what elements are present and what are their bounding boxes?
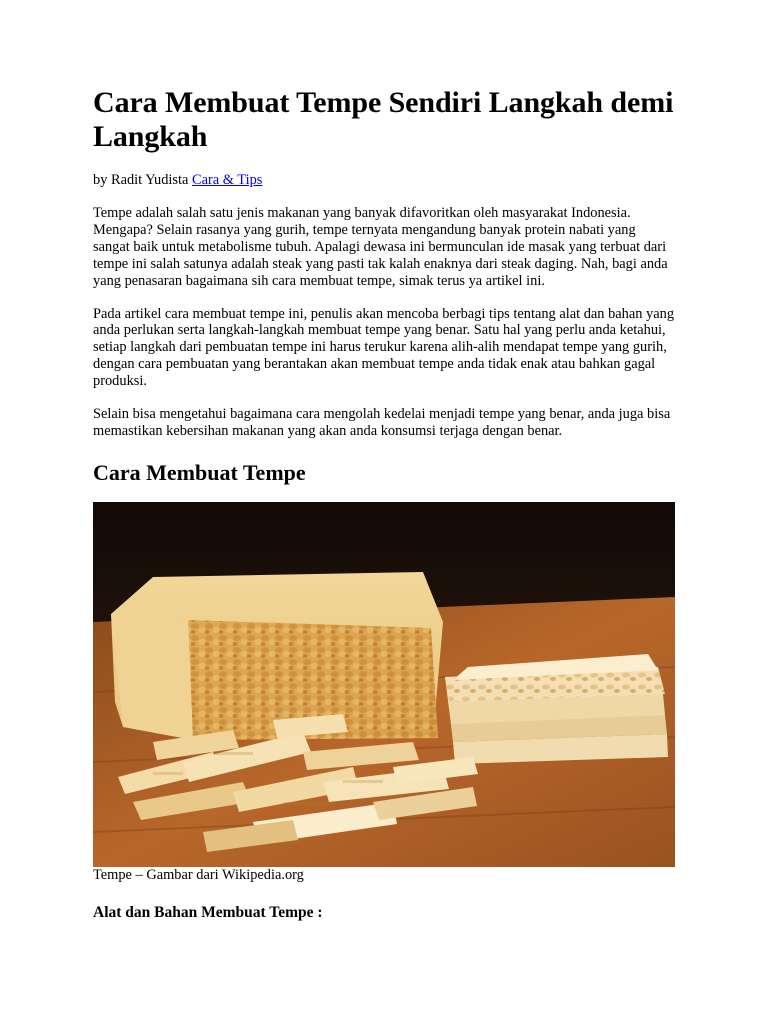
tempe-photo bbox=[93, 502, 675, 867]
author-name: by Radit Yudista bbox=[93, 172, 189, 188]
article-title: Cara Membuat Tempe Sendiri Langkah demi Langkah bbox=[93, 86, 674, 153]
paragraph-intro: Tempe adalah salah satu jenis makanan yang banyak difavoritkan oleh masyarakat Indonesia. Mengapa? Selain rasanya yang gurih, tempe ternyata mengandung banyak protein nabati yang sangat baik untuk metabolisme tubuh. Apalagi dewasa ini bermunculan ide masak yang terbuat dari tempe ini salah satunya adalah steak yang pasti tak kalah enaknya dari steak daging. Nah, bagi anda yang penasaran bagaimana sih cara membuat tempe, simak terus ya artikel ini. bbox=[93, 205, 668, 289]
image-caption: Tempe – Gambar dari Wikipedia.org bbox=[93, 866, 304, 883]
section-heading: Cara Membuat Tempe bbox=[93, 459, 306, 485]
article bbox=[93, 86, 675, 922]
byline bbox=[93, 172, 675, 189]
subheading-tools: Alat dan Bahan Membuat Tempe : bbox=[93, 903, 323, 921]
paragraph-hygiene: Selain bisa mengetahui bagaimana cara mengolah kedelai menjadi tempe yang benar, anda juga bisa memastikan kebersihan makanan yang akan anda konsumsi terjaga dengan benar. bbox=[93, 406, 671, 439]
category-link[interactable]: Cara & Tips bbox=[192, 172, 263, 188]
paragraph-tips: Pada artikel cara membuat tempe ini, penulis akan mencoba berbagi tips tentang alat dan bahan yang anda perlukan serta langkah-langkah membuat tempe yang benar. Satu hal yang perlu anda ketahui, setiap langkah dari pembuatan tempe ini harus terukur karena alih-alih mendapat tempe yang gurih, dengan cara pembuatan yang berantakan akan membuat tempe anda tidak enak atau bahkan gagal produksi. bbox=[93, 305, 675, 390]
